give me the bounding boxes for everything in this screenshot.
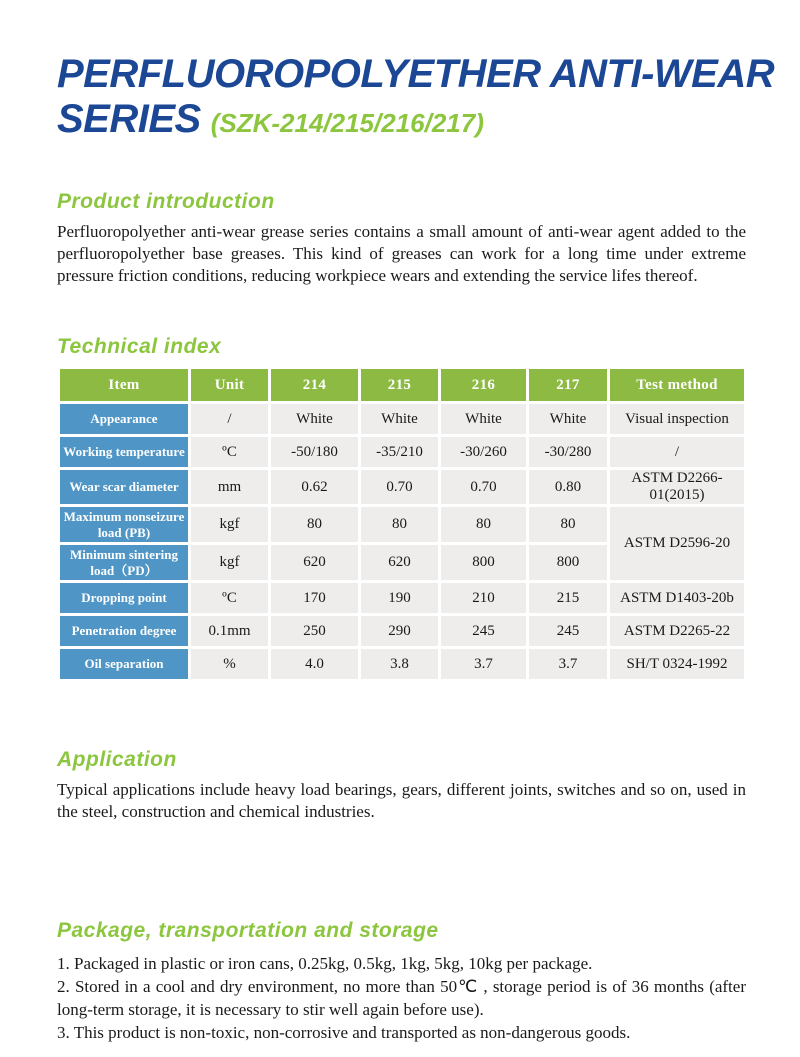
row-value-0: White — [270, 403, 360, 436]
row-unit: ºC — [190, 436, 270, 469]
row-value-3: 215 — [528, 582, 609, 615]
row-value-3: 0.80 — [528, 469, 609, 506]
row-test-method: ASTM D2266-01(2015) — [609, 469, 746, 506]
technical-table-body — [59, 403, 746, 681]
row-value-0: 4.0 — [270, 648, 360, 681]
row-value-1: White — [360, 403, 440, 436]
row-item-label: Minimum sintering load（PD） — [59, 544, 190, 582]
technical-table — [57, 366, 747, 682]
row-value-0: 620 — [270, 544, 360, 582]
row-unit: kgf — [190, 544, 270, 582]
row-value-2: White — [440, 403, 528, 436]
row-unit: ºC — [190, 582, 270, 615]
row-value-1: 80 — [360, 506, 440, 544]
table-row-3 — [59, 506, 746, 544]
row-value-2: -30/260 — [440, 436, 528, 469]
row-item-label: Oil separation — [59, 648, 190, 681]
row-value-1: -35/210 — [360, 436, 440, 469]
row-value-0: 0.62 — [270, 469, 360, 506]
row-test-method: SH/T 0324-1992 — [609, 648, 746, 681]
row-value-1: 190 — [360, 582, 440, 615]
package-list — [57, 952, 746, 1044]
table-header-cell-3: 215 — [360, 368, 440, 403]
row-value-3: White — [528, 403, 609, 436]
application-text: Typical applications include heavy load bearings, gears, different joints, switches and so on, used in the steel, construction and chemical industries. — [57, 780, 746, 821]
table-header-cell-5: 217 — [528, 368, 609, 403]
package-list-item-3: 3. This product is non-toxic, non-corrosive and transported as non-dangerous goods. — [57, 1023, 631, 1042]
row-value-2: 3.7 — [440, 648, 528, 681]
row-value-2: 800 — [440, 544, 528, 582]
heading-application: Application — [57, 748, 177, 771]
row-unit: 0.1mm — [190, 615, 270, 648]
row-value-1: 620 — [360, 544, 440, 582]
technical-table-head — [59, 368, 746, 403]
row-test-method: / — [609, 436, 746, 469]
table-header-cell-6: Test method — [609, 368, 746, 403]
row-value-3: 3.7 — [528, 648, 609, 681]
table-row-5 — [59, 582, 746, 615]
row-value-2: 210 — [440, 582, 528, 615]
row-item-label: Dropping point — [59, 582, 190, 615]
row-value-0: 250 — [270, 615, 360, 648]
row-value-0: -50/180 — [270, 436, 360, 469]
row-value-3: -30/280 — [528, 436, 609, 469]
row-item-label: Working temperature — [59, 436, 190, 469]
table-header-row — [59, 368, 746, 403]
row-unit: / — [190, 403, 270, 436]
table-header-cell-4: 216 — [440, 368, 528, 403]
table-header-cell-0: Item — [59, 368, 190, 403]
row-value-2: 0.70 — [440, 469, 528, 506]
table-row-2 — [59, 469, 746, 506]
row-item-label: Penetration degree — [59, 615, 190, 648]
row-item-label: Wear scar diameter — [59, 469, 190, 506]
page-title — [57, 0, 775, 146]
row-value-0: 170 — [270, 582, 360, 615]
row-item-label: Maximum nonseizure load (PB) — [59, 506, 190, 544]
row-unit: % — [190, 648, 270, 681]
row-value-2: 245 — [440, 615, 528, 648]
heading-product-introduction: Product introduction — [57, 190, 275, 213]
row-value-0: 80 — [270, 506, 360, 544]
row-unit: kgf — [190, 506, 270, 544]
table-row-1 — [59, 436, 746, 469]
table-row-0 — [59, 403, 746, 436]
table-header-cell-2: 214 — [270, 368, 360, 403]
title-line-2 — [57, 96, 746, 146]
row-value-3: 80 — [528, 506, 609, 544]
product-introduction-text: Perfluoropolyether anti-wear grease series contains a small amount of anti-wear agent added to the perfluoropolyether base greases. This kind of greases can work for a long time under extreme pressure friction conditions, reducing workpiece wears and extending the service lifes thereof. — [57, 222, 746, 285]
title-line-1: PERFLUOROPOLYETHER ANTI-WEAR — [57, 52, 775, 96]
title-product-code: (SZK-214/215/216/217) — [210, 108, 484, 138]
table-row-7 — [59, 648, 746, 681]
row-value-3: 245 — [528, 615, 609, 648]
heading-package: Package, transportation and storage — [57, 919, 439, 942]
package-list-item-2: 2. Stored in a cool and dry environment, no more than 50℃ , storage period is of 36 months (after long-term storage, it is necessary to stir well again before use). — [57, 977, 746, 1019]
row-test-method: ASTM D2596-20 — [609, 506, 746, 582]
table-header-cell-1: Unit — [190, 368, 270, 403]
row-value-2: 80 — [440, 506, 528, 544]
row-value-1: 0.70 — [360, 469, 440, 506]
row-item-label: Appearance — [59, 403, 190, 436]
row-test-method: Visual inspection — [609, 403, 746, 436]
package-list-item-1: 1. Packaged in plastic or iron cans, 0.25kg, 0.5kg, 1kg, 5kg, 10kg per package. — [57, 954, 593, 973]
row-test-method: ASTM D2265-22 — [609, 615, 746, 648]
row-value-1: 290 — [360, 615, 440, 648]
row-unit: mm — [190, 469, 270, 506]
heading-technical-index: Technical index — [57, 335, 222, 358]
title-series: SERIES — [57, 97, 201, 141]
row-value-1: 3.8 — [360, 648, 440, 681]
row-test-method: ASTM D1403-20b — [609, 582, 746, 615]
table-row-6 — [59, 615, 746, 648]
row-value-3: 800 — [528, 544, 609, 582]
